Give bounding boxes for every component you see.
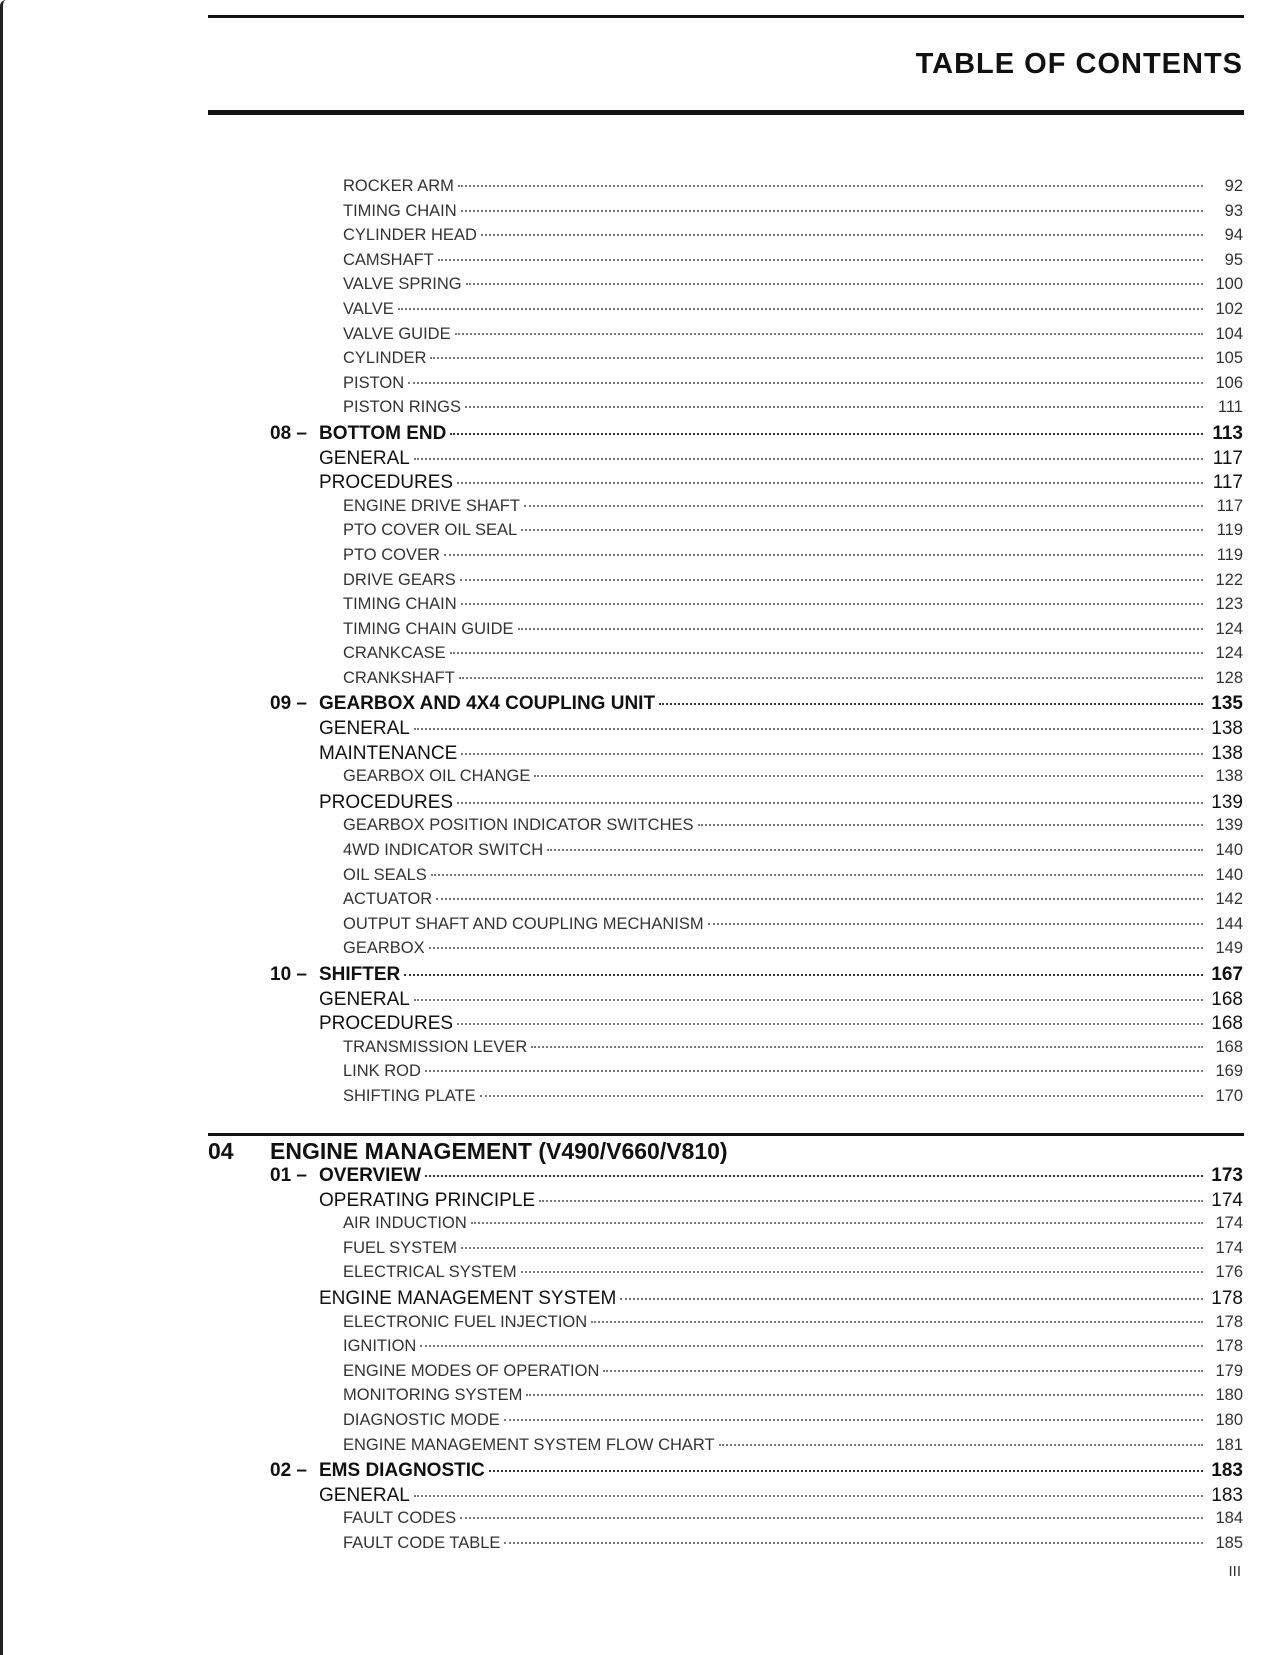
dot-leader	[450, 433, 1203, 435]
toc-entry-label: DRIVE GEARS	[343, 570, 456, 589]
toc-entry-label: OUTPUT SHAFT AND COUPLING MECHANISM	[343, 914, 704, 933]
dot-leader	[603, 1370, 1203, 1372]
toc-entry-label: PROCEDURES	[319, 472, 454, 494]
toc-entry-label: GENERAL	[319, 988, 410, 1010]
toc-entry[interactable]	[270, 571, 1243, 596]
toc-entry[interactable]	[270, 644, 1243, 669]
toc-entry-label: TIMING CHAIN GUIDE	[343, 619, 514, 638]
dot-leader	[489, 1470, 1203, 1472]
toc-entry-page: 138	[1211, 742, 1243, 764]
toc-entry-label: FAULT CODE TABLE	[343, 1533, 501, 1552]
toc-entry-label: VALVE GUIDE	[343, 324, 451, 343]
dot-leader	[591, 1321, 1203, 1323]
toc-entry-page: 117	[1212, 472, 1243, 494]
toc-entry[interactable]	[270, 767, 1243, 792]
toc-entry[interactable]	[270, 423, 1243, 448]
toc-entry-label: CRANKCASE	[343, 644, 446, 663]
page-folio: III	[1228, 1563, 1241, 1580]
toc-entry[interactable]	[270, 620, 1243, 645]
toc-entry-label: ELECTRONIC FUEL INJECTION	[343, 1312, 588, 1331]
toc-entry-label: CRANKSHAFT	[343, 668, 455, 687]
toc-entry-label: 4WD INDICATOR SWITCH	[343, 841, 544, 860]
toc-entry[interactable]	[270, 964, 1243, 989]
toc-entry-page: 138	[1211, 718, 1243, 740]
toc-entry[interactable]	[270, 1436, 1243, 1461]
toc-entry-page: 94	[1224, 226, 1243, 245]
dot-leader	[436, 898, 1203, 900]
toc-entry-page: 168	[1211, 988, 1243, 1010]
section-number: 04	[208, 1138, 234, 1164]
toc-entry-page: 92	[1224, 177, 1243, 195]
toc-entry-page: 119	[1216, 521, 1243, 540]
toc-entry-label: PROCEDURES	[319, 791, 454, 813]
dot-leader	[620, 1298, 1203, 1300]
toc-entry-label: BOTTOM END	[319, 422, 447, 444]
page-title: TABLE OF CONTENTS	[915, 48, 1243, 80]
toc-entry-label: PROCEDURES	[319, 1013, 454, 1035]
section-heading[interactable]	[208, 1138, 728, 1165]
toc-entry-label: ENGINE MANAGEMENT SYSTEM FLOW CHART	[343, 1435, 715, 1454]
toc-entry-label: GENERAL	[319, 1484, 410, 1506]
dot-leader	[408, 382, 1203, 384]
toc-entry[interactable]	[270, 915, 1243, 940]
toc-entry-label: AIR INDUCTION	[343, 1214, 467, 1233]
toc-entry-label: GEARBOX	[343, 939, 425, 958]
toc-entry-label: GEARBOX POSITION INDICATOR SWITCHES	[343, 816, 694, 835]
toc-entry-label: ENGINE MANAGEMENT SYSTEM	[319, 1287, 617, 1309]
dot-leader	[461, 210, 1203, 212]
toc-entry-label: CYLINDER HEAD	[343, 226, 477, 245]
dot-leader	[480, 1095, 1203, 1097]
dot-leader	[457, 802, 1203, 804]
dot-leader	[458, 185, 1203, 187]
toc-entry-label: CYLINDER	[343, 349, 427, 368]
toc-entry-label: ACTUATOR	[343, 890, 433, 909]
toc-entry-page: 117	[1212, 447, 1243, 469]
toc-entry[interactable]	[270, 1062, 1243, 1087]
toc-entry-page: 181	[1215, 1435, 1243, 1454]
toc-entry-page: 184	[1215, 1509, 1243, 1528]
toc-entry-page: 167	[1211, 964, 1243, 985]
toc-entry-label: ROCKER ARM	[343, 177, 454, 195]
toc-entry[interactable]	[270, 472, 1243, 497]
dot-leader	[659, 703, 1203, 705]
dot-leader	[504, 1542, 1203, 1544]
toc-entry[interactable]	[270, 595, 1243, 620]
toc-entry-page: 142	[1215, 890, 1243, 909]
toc-entry[interactable]	[270, 939, 1243, 964]
toc-entry-label: FAULT CODES	[343, 1509, 457, 1528]
dot-leader	[457, 1023, 1203, 1025]
toc-entry-label: SHIFTER	[319, 964, 401, 985]
dot-leader	[534, 775, 1203, 777]
toc-entry-label: PISTON	[343, 373, 405, 392]
toc-entry-label: LINK ROD	[343, 1062, 421, 1081]
toc-entry[interactable]	[270, 1239, 1243, 1264]
toc-entry[interactable]	[270, 1165, 1243, 1190]
chapter-number: 10 –	[270, 964, 307, 985]
section-title: ENGINE MANAGEMENT (V490/V660/V810)	[270, 1138, 728, 1164]
dot-leader	[455, 333, 1203, 335]
dot-leader	[430, 357, 1203, 359]
toc-entry-page: 140	[1215, 865, 1243, 884]
toc-entry[interactable]	[270, 1013, 1243, 1038]
dot-leader	[481, 234, 1203, 236]
dot-leader	[521, 1271, 1203, 1273]
toc-entry-page: 183	[1211, 1484, 1243, 1506]
toc-entry-page: 174	[1215, 1214, 1243, 1233]
dot-leader	[465, 406, 1203, 408]
toc-list-continued	[270, 177, 1243, 1112]
toc-entry[interactable]	[270, 669, 1243, 694]
toc-entry[interactable]	[270, 1214, 1243, 1239]
toc-entry[interactable]	[270, 374, 1243, 399]
toc-entry[interactable]	[270, 841, 1243, 866]
toc-entry-label: OIL SEALS	[343, 865, 427, 884]
toc-entry[interactable]	[270, 1460, 1243, 1485]
toc-entry-page: 168	[1215, 1037, 1243, 1056]
section-rule	[208, 1133, 1244, 1136]
toc-entry-page: 178	[1215, 1312, 1243, 1331]
toc-entry[interactable]	[270, 1288, 1243, 1313]
toc-entry-label: ELECTRICAL SYSTEM	[343, 1263, 517, 1282]
toc-entry[interactable]	[270, 1263, 1243, 1288]
toc-entry-label: PTO COVER	[343, 545, 440, 564]
dot-leader	[531, 1046, 1203, 1048]
toc-entry-page: 122	[1215, 570, 1243, 589]
chapter-number: 02 –	[270, 1460, 307, 1482]
toc-entry-page: 139	[1215, 816, 1243, 835]
toc-entry[interactable]	[270, 890, 1243, 915]
toc-entry[interactable]	[270, 1087, 1243, 1112]
dot-leader	[414, 1495, 1203, 1497]
toc-entry-page: 124	[1215, 619, 1243, 638]
dot-leader	[539, 1200, 1203, 1202]
dot-leader	[431, 874, 1203, 876]
toc-entry[interactable]	[270, 398, 1243, 423]
toc-entry-page: 149	[1215, 939, 1243, 958]
toc-entry-label: OPERATING PRINCIPLE	[319, 1189, 536, 1211]
toc-entry-page: 185	[1215, 1533, 1243, 1552]
toc-entry-label: PTO COVER OIL SEAL	[343, 521, 518, 540]
dot-leader	[698, 824, 1203, 826]
toc-entry-page: 117	[1216, 496, 1243, 515]
toc-entry-page: 138	[1215, 767, 1243, 786]
dot-leader	[457, 482, 1203, 484]
toc-entry-page: 128	[1215, 668, 1243, 687]
toc-entry[interactable]	[270, 1534, 1243, 1559]
toc-entry[interactable]	[270, 866, 1243, 891]
toc-entry-label: ENGINE DRIVE SHAFT	[343, 496, 520, 515]
dot-leader	[425, 1070, 1203, 1072]
toc-entry-page: 179	[1215, 1361, 1243, 1380]
toc-entry-page: 140	[1215, 841, 1243, 860]
toc-entry-page: 169	[1215, 1062, 1243, 1081]
toc-entry-label: FUEL SYSTEM	[343, 1238, 457, 1257]
toc-entry-page: 176	[1215, 1263, 1243, 1282]
toc-entry-label: TRANSMISSION LEVER	[343, 1037, 528, 1056]
toc-entry[interactable]	[270, 792, 1243, 817]
dot-leader	[466, 283, 1203, 285]
toc-entry-page: 105	[1215, 349, 1243, 368]
toc-entry-label: PISTON RINGS	[343, 398, 461, 417]
toc-entry[interactable]	[270, 693, 1243, 718]
toc-entry-label: GENERAL	[319, 447, 410, 469]
dot-leader	[429, 947, 1203, 949]
toc-entry-label: CAMSHAFT	[343, 250, 434, 269]
toc-entry-page: 173	[1211, 1165, 1243, 1186]
toc-entry-page: 135	[1211, 693, 1243, 715]
dot-leader	[398, 308, 1203, 310]
toc-entry[interactable]	[270, 226, 1243, 251]
toc-entry-page: 111	[1217, 398, 1243, 417]
toc-entry-page: 104	[1215, 324, 1243, 343]
dot-leader	[708, 923, 1203, 925]
toc-entry[interactable]	[270, 743, 1243, 768]
toc-entry-label: MONITORING SYSTEM	[343, 1386, 523, 1405]
toc-entry[interactable]	[270, 251, 1243, 276]
toc-entry[interactable]	[270, 325, 1243, 350]
toc-entry[interactable]	[270, 177, 1243, 202]
header-rule	[208, 110, 1244, 115]
dot-leader	[459, 677, 1203, 679]
dot-leader	[518, 628, 1203, 630]
toc-entry[interactable]	[270, 349, 1243, 374]
toc-entry-label: TIMING CHAIN	[343, 595, 457, 614]
page-edge	[0, 0, 6, 1655]
toc-entry-page: 95	[1224, 250, 1243, 269]
dot-leader	[461, 753, 1203, 755]
toc-entry[interactable]	[270, 1485, 1243, 1510]
dot-leader	[461, 1247, 1203, 1249]
toc-entry-label: GENERAL	[319, 718, 410, 740]
top-rule	[208, 15, 1244, 18]
toc-entry-label: DIAGNOSTIC MODE	[343, 1410, 500, 1429]
dot-leader	[414, 458, 1203, 460]
dot-leader	[425, 1175, 1203, 1177]
chapter-number: 08 –	[270, 422, 307, 444]
toc-entry-page: 178	[1211, 1287, 1243, 1309]
toc-entry[interactable]	[270, 300, 1243, 325]
dot-leader	[471, 1222, 1203, 1224]
dot-leader	[719, 1444, 1203, 1446]
toc-entry-page: 106	[1215, 373, 1243, 392]
toc-entry-label: OVERVIEW	[319, 1165, 422, 1186]
toc-entry-page: 100	[1215, 275, 1243, 294]
toc-entry[interactable]	[270, 448, 1243, 473]
toc-entry-label: SHIFTING PLATE	[343, 1086, 476, 1105]
dot-leader	[526, 1394, 1203, 1396]
toc-entry[interactable]	[270, 989, 1243, 1014]
dot-leader	[414, 999, 1203, 1001]
dot-leader	[444, 554, 1203, 556]
toc-entry-page: 183	[1211, 1460, 1243, 1482]
toc-entry-page: 180	[1215, 1410, 1243, 1429]
toc-entry[interactable]	[270, 1386, 1243, 1411]
toc-list-section	[270, 1165, 1243, 1559]
toc-entry-page: 144	[1215, 914, 1243, 933]
chapter-number: 09 –	[270, 693, 307, 715]
toc-entry-label: VALVE SPRING	[343, 275, 462, 294]
toc-entry-page: 93	[1224, 201, 1243, 220]
dot-leader	[460, 579, 1203, 581]
toc-entry-page: 174	[1215, 1238, 1243, 1257]
toc-entry[interactable]	[270, 1190, 1243, 1215]
toc-entry[interactable]	[270, 521, 1243, 546]
toc-entry[interactable]	[270, 546, 1243, 571]
dot-leader	[547, 849, 1203, 851]
dot-leader	[420, 1345, 1203, 1347]
toc-entry-page: 124	[1215, 644, 1243, 663]
toc-entry-page: 113	[1212, 422, 1243, 444]
toc-entry-label: TIMING CHAIN	[343, 201, 457, 220]
toc-entry[interactable]	[270, 202, 1243, 227]
toc-entry-page: 123	[1215, 595, 1243, 614]
toc-entry-page: 180	[1215, 1386, 1243, 1405]
toc-entry[interactable]	[270, 816, 1243, 841]
toc-entry-label: IGNITION	[343, 1337, 417, 1356]
toc-entry-page: 174	[1211, 1189, 1243, 1211]
toc-entry-page: 139	[1211, 791, 1243, 813]
dot-leader	[438, 259, 1203, 261]
toc-entry-page: 170	[1215, 1086, 1243, 1105]
dot-leader	[460, 1517, 1203, 1519]
dot-leader	[461, 603, 1203, 605]
dot-leader	[521, 529, 1203, 531]
dot-leader	[404, 974, 1203, 976]
dot-leader	[414, 728, 1203, 730]
toc-entry-label: MAINTENANCE	[319, 742, 458, 764]
chapter-number: 01 –	[270, 1165, 307, 1186]
toc-entry[interactable]	[270, 1411, 1243, 1436]
toc-entry-page: 168	[1211, 1013, 1243, 1035]
toc-entry-label: ENGINE MODES OF OPERATION	[343, 1361, 600, 1380]
toc-entry-label: EMS DIAGNOSTIC	[319, 1460, 485, 1482]
toc-entry[interactable]	[270, 1362, 1243, 1387]
toc-entry[interactable]	[270, 275, 1243, 300]
toc-entry-label: VALVE	[343, 299, 394, 318]
toc-entry-page: 102	[1215, 299, 1243, 318]
toc-entry[interactable]	[270, 1509, 1243, 1534]
toc-entry-page: 178	[1215, 1337, 1243, 1356]
toc-entry[interactable]	[270, 1313, 1243, 1338]
toc-entry[interactable]	[270, 1038, 1243, 1063]
toc-entry-label: GEARBOX OIL CHANGE	[343, 767, 531, 786]
dot-leader	[524, 505, 1203, 507]
toc-entry-page: 119	[1216, 545, 1243, 564]
toc-entry[interactable]	[270, 1337, 1243, 1362]
toc-entry[interactable]	[270, 718, 1243, 743]
toc-entry[interactable]	[270, 497, 1243, 522]
dot-leader	[504, 1419, 1203, 1421]
dot-leader	[450, 652, 1203, 654]
toc-entry-label: GEARBOX AND 4X4 COUPLING UNIT	[319, 693, 656, 715]
